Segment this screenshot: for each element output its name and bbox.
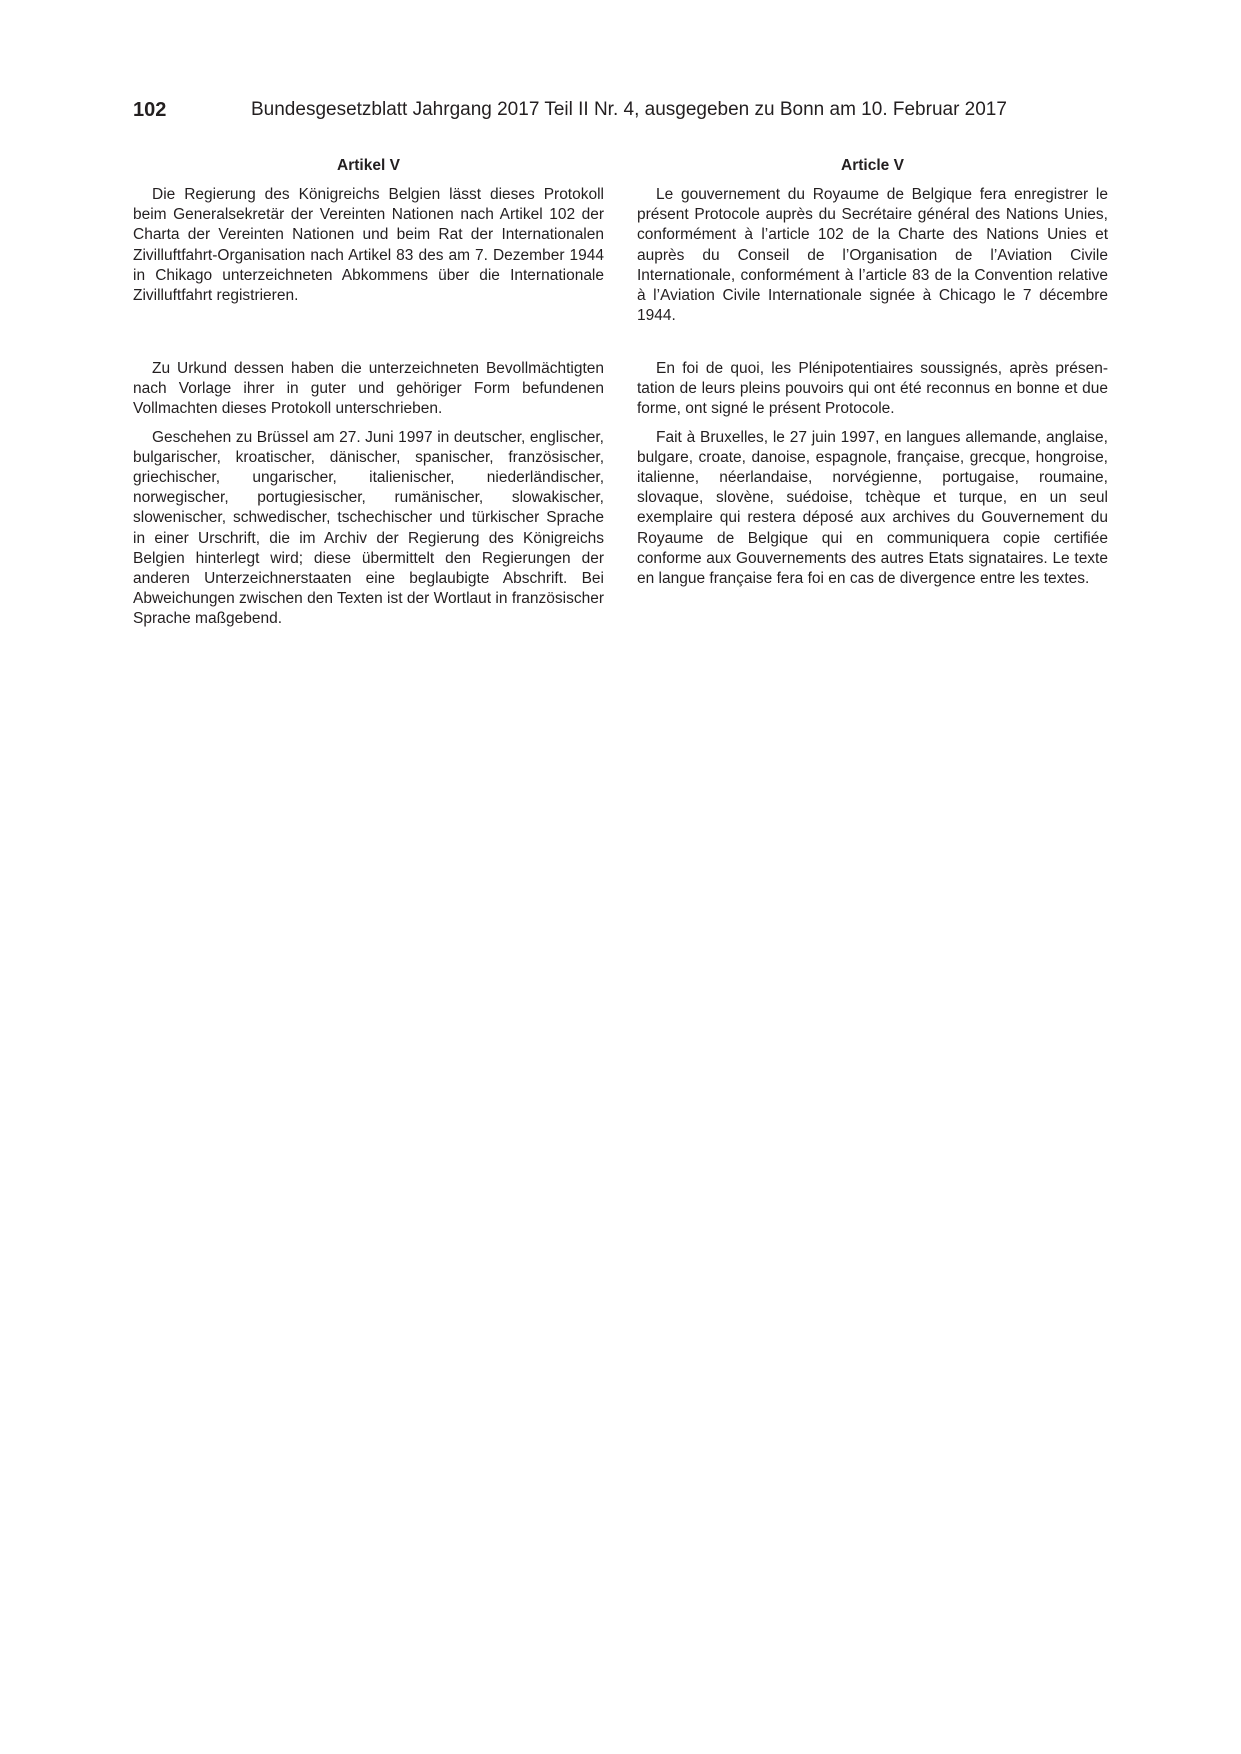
french-done-at-paragraph: Fait à Bruxelles, le 27 juin 1997, en langues allemande, anglaise, bulgare, croate, danoise, espagnole, française, grecque, hongroise, italienne, néerlandaise, norvégienne, portugaise, roumaine, slovaque, slovène, suédoise, tchèque et turque, en un seul exemplaire qui restera déposé aux archives du Gouvernement du Royaume de Belgique qui en communiquera copie certifiée conforme aux Gouvernements des autres Etats signataires. Le texte en langue française fera foi en cas de divergence entre les textes. <box>637 428 1108 588</box>
french-column <box>637 156 1108 589</box>
french-witness-paragraph: En foi de quoi, les Plénipotentiaires soussignés, après présentation de leurs pleins pouvoirs qui ont été reconnus en bonne et due forme, ont signé le présent Protocole. <box>637 360 1108 418</box>
german-witness-paragraph: Zu Urkund dessen haben die unterzeichneten Bevollmächtigten nach Vorlage ihrer in guter und gehöriger Form befundenen Vollmachten dieses Protokoll unterschrieben. <box>133 360 604 418</box>
german-column <box>133 156 604 630</box>
gazette-title: Bundesgesetzblatt Jahrgang 2017 Teil II Nr. 4, ausgegeben zu Bonn am 10. Februar 2017 <box>251 99 1007 120</box>
german-article-paragraph: Die Regierung des Königreichs Belgien lässt dieses Protokoll beim Generalsekretär der Vereinten Nationen nach Artikel 102 der Charta der Vereinten Nationen und beim Rat der Internationalen Zivilluftfahrt-Organisation nach Artikel 83 des am 7. Dezember 1944 in Chikago unterzeichneten Abkommens über die Internationale Zivilluftfahrt registrieren. <box>133 186 604 305</box>
german-article-heading: Artikel V <box>337 157 400 174</box>
page-header <box>133 97 1113 127</box>
french-closing-block <box>637 359 1108 589</box>
german-done-at-paragraph: Geschehen zu Brüssel am 27. Juni 1997 in deutscher, englischer, bulgarischer, kroatischer, dänischer, spanischer, französischer, griechischer, ungarischer, italienischer, niederländischer, norwegischer, portugiesischer, rumänischer, slowakischer, slowenischer, schwedischer, tschechischer und türkischer Sprache in einer Urschrift, die im Archiv der Regierung des Königreichs Belgien hinterlegt wird; diese übermittelt den Regierungen der anderen Unterzeichnerstaaten eine beglaubigte Abschrift. Bei Abweichungen zwischen den Texten ist der Wortlaut in französischer Sprache maßgebend. <box>133 428 604 628</box>
page-number: 102 <box>133 99 167 121</box>
french-article-paragraph: Le gouvernement du Royaume de Belgique fera enregistrer le présent Protocole auprès du Secrétaire général des Nations Unies, conformément à l’article 102 de la Charte des Nations Unies et auprès du Conseil de l’Organisation de l’Aviation Civile Internationale, conformément à l’article 83 de la Convention relative à l’Aviation Civile Internationale signée à Chicago le 7 décembre 1944. <box>637 186 1108 325</box>
german-closing-block <box>133 359 604 630</box>
german-article-block <box>133 185 604 359</box>
french-article-heading: Article V <box>841 157 904 174</box>
french-article-block <box>637 185 1108 359</box>
